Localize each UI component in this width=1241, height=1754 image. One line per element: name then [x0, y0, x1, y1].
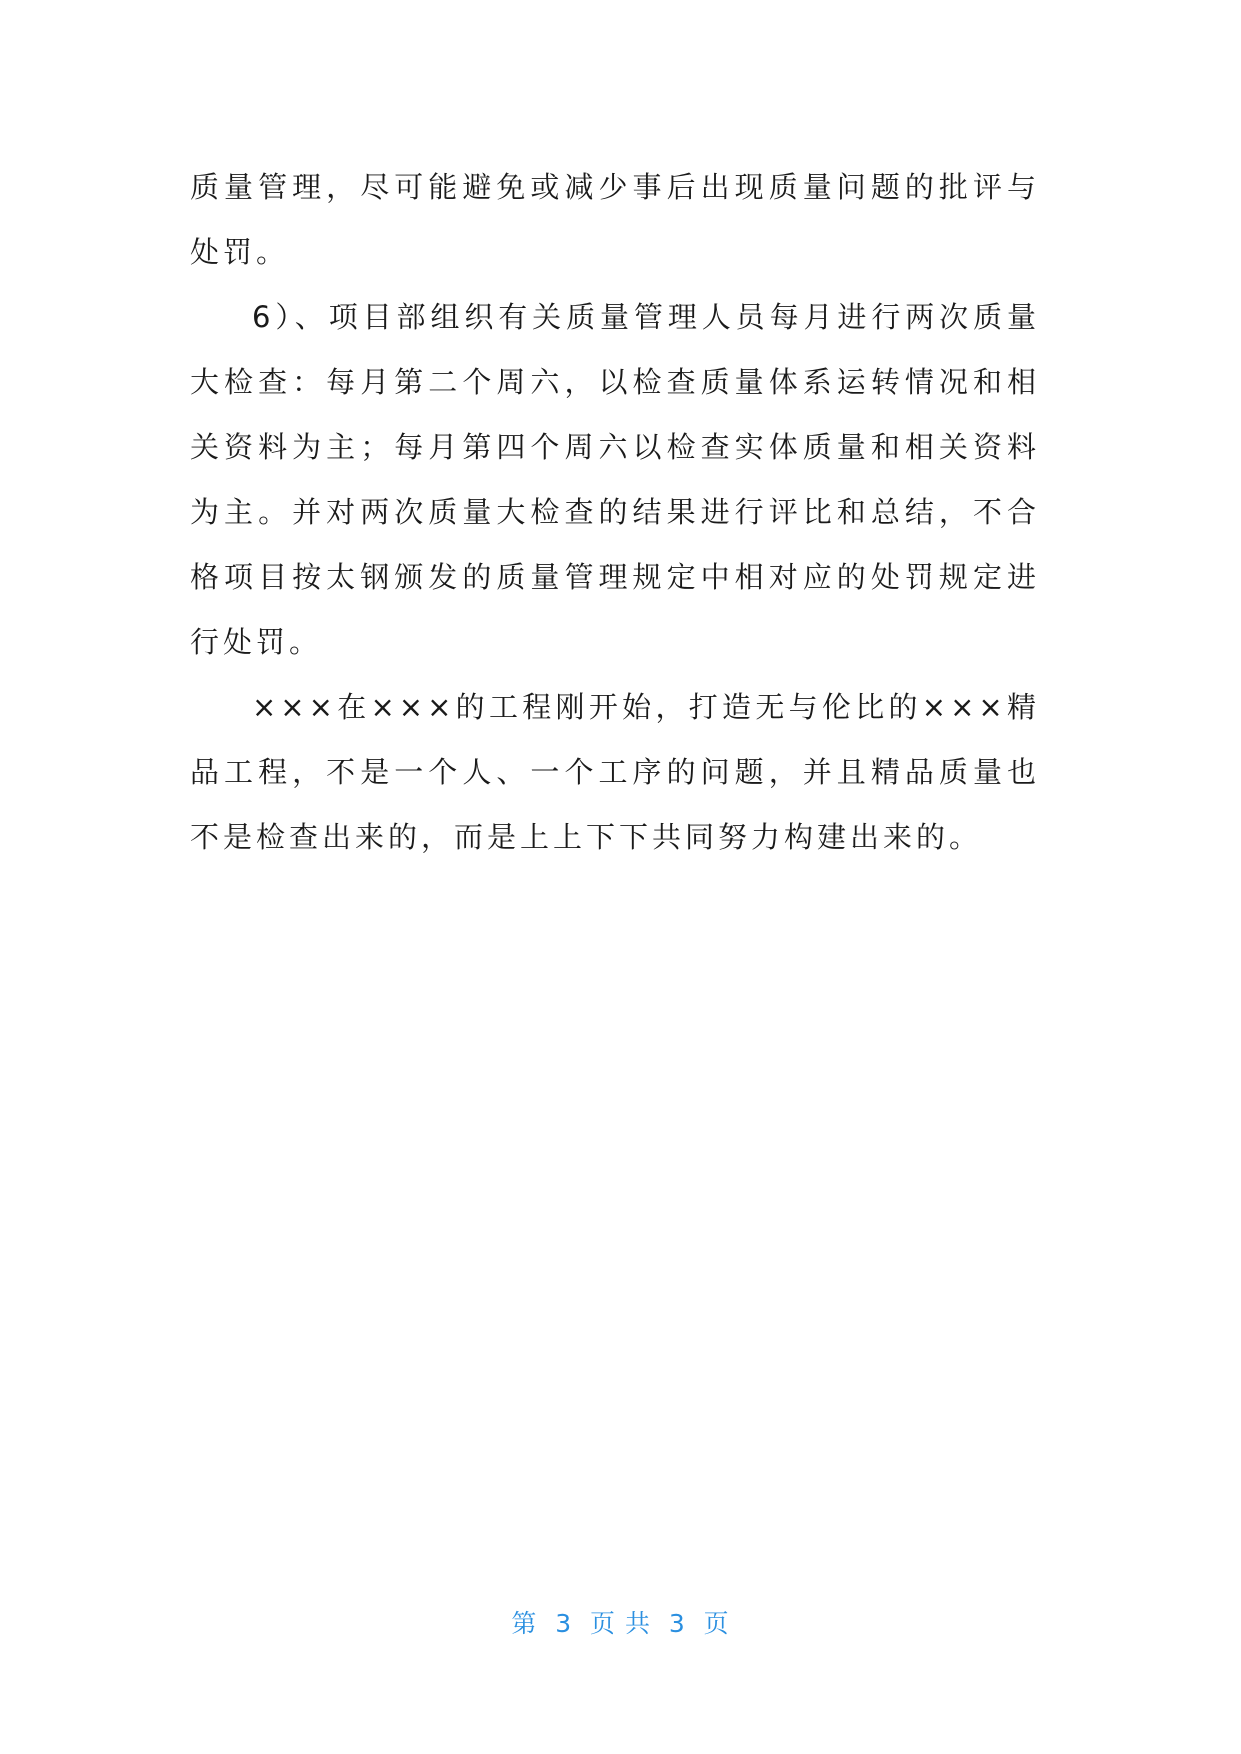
page-number-footer: 第 3 页 共 3 页 — [511, 1609, 730, 1638]
paragraph-3: ×××在×××的工程刚开始，打造无与伦比的×××精品工程，不是一个人、一个工序的问题，并且精品质量也不是检查出来的，而是上上下下共同努力构建出来的。 — [190, 690, 1040, 854]
paragraph-1: 质量管理，尽可能避免或减少事后出现质量问题的批评与处罚。 — [190, 170, 1040, 269]
document-body — [190, 155, 1040, 870]
paragraph-2: 6）、项目部组织有关质量管理人员每月进行两次质量大检查：每月第二个周六，以检查质量体系运转情况和相关资料为主；每月第四个周六以检查实体质量和相关资料为主。并对两次质量大检查的结果进行评比和总结，不合格项目按太钢颁发的质量管理规定中相对应的处罚规定进行处罚。 — [190, 300, 1040, 659]
